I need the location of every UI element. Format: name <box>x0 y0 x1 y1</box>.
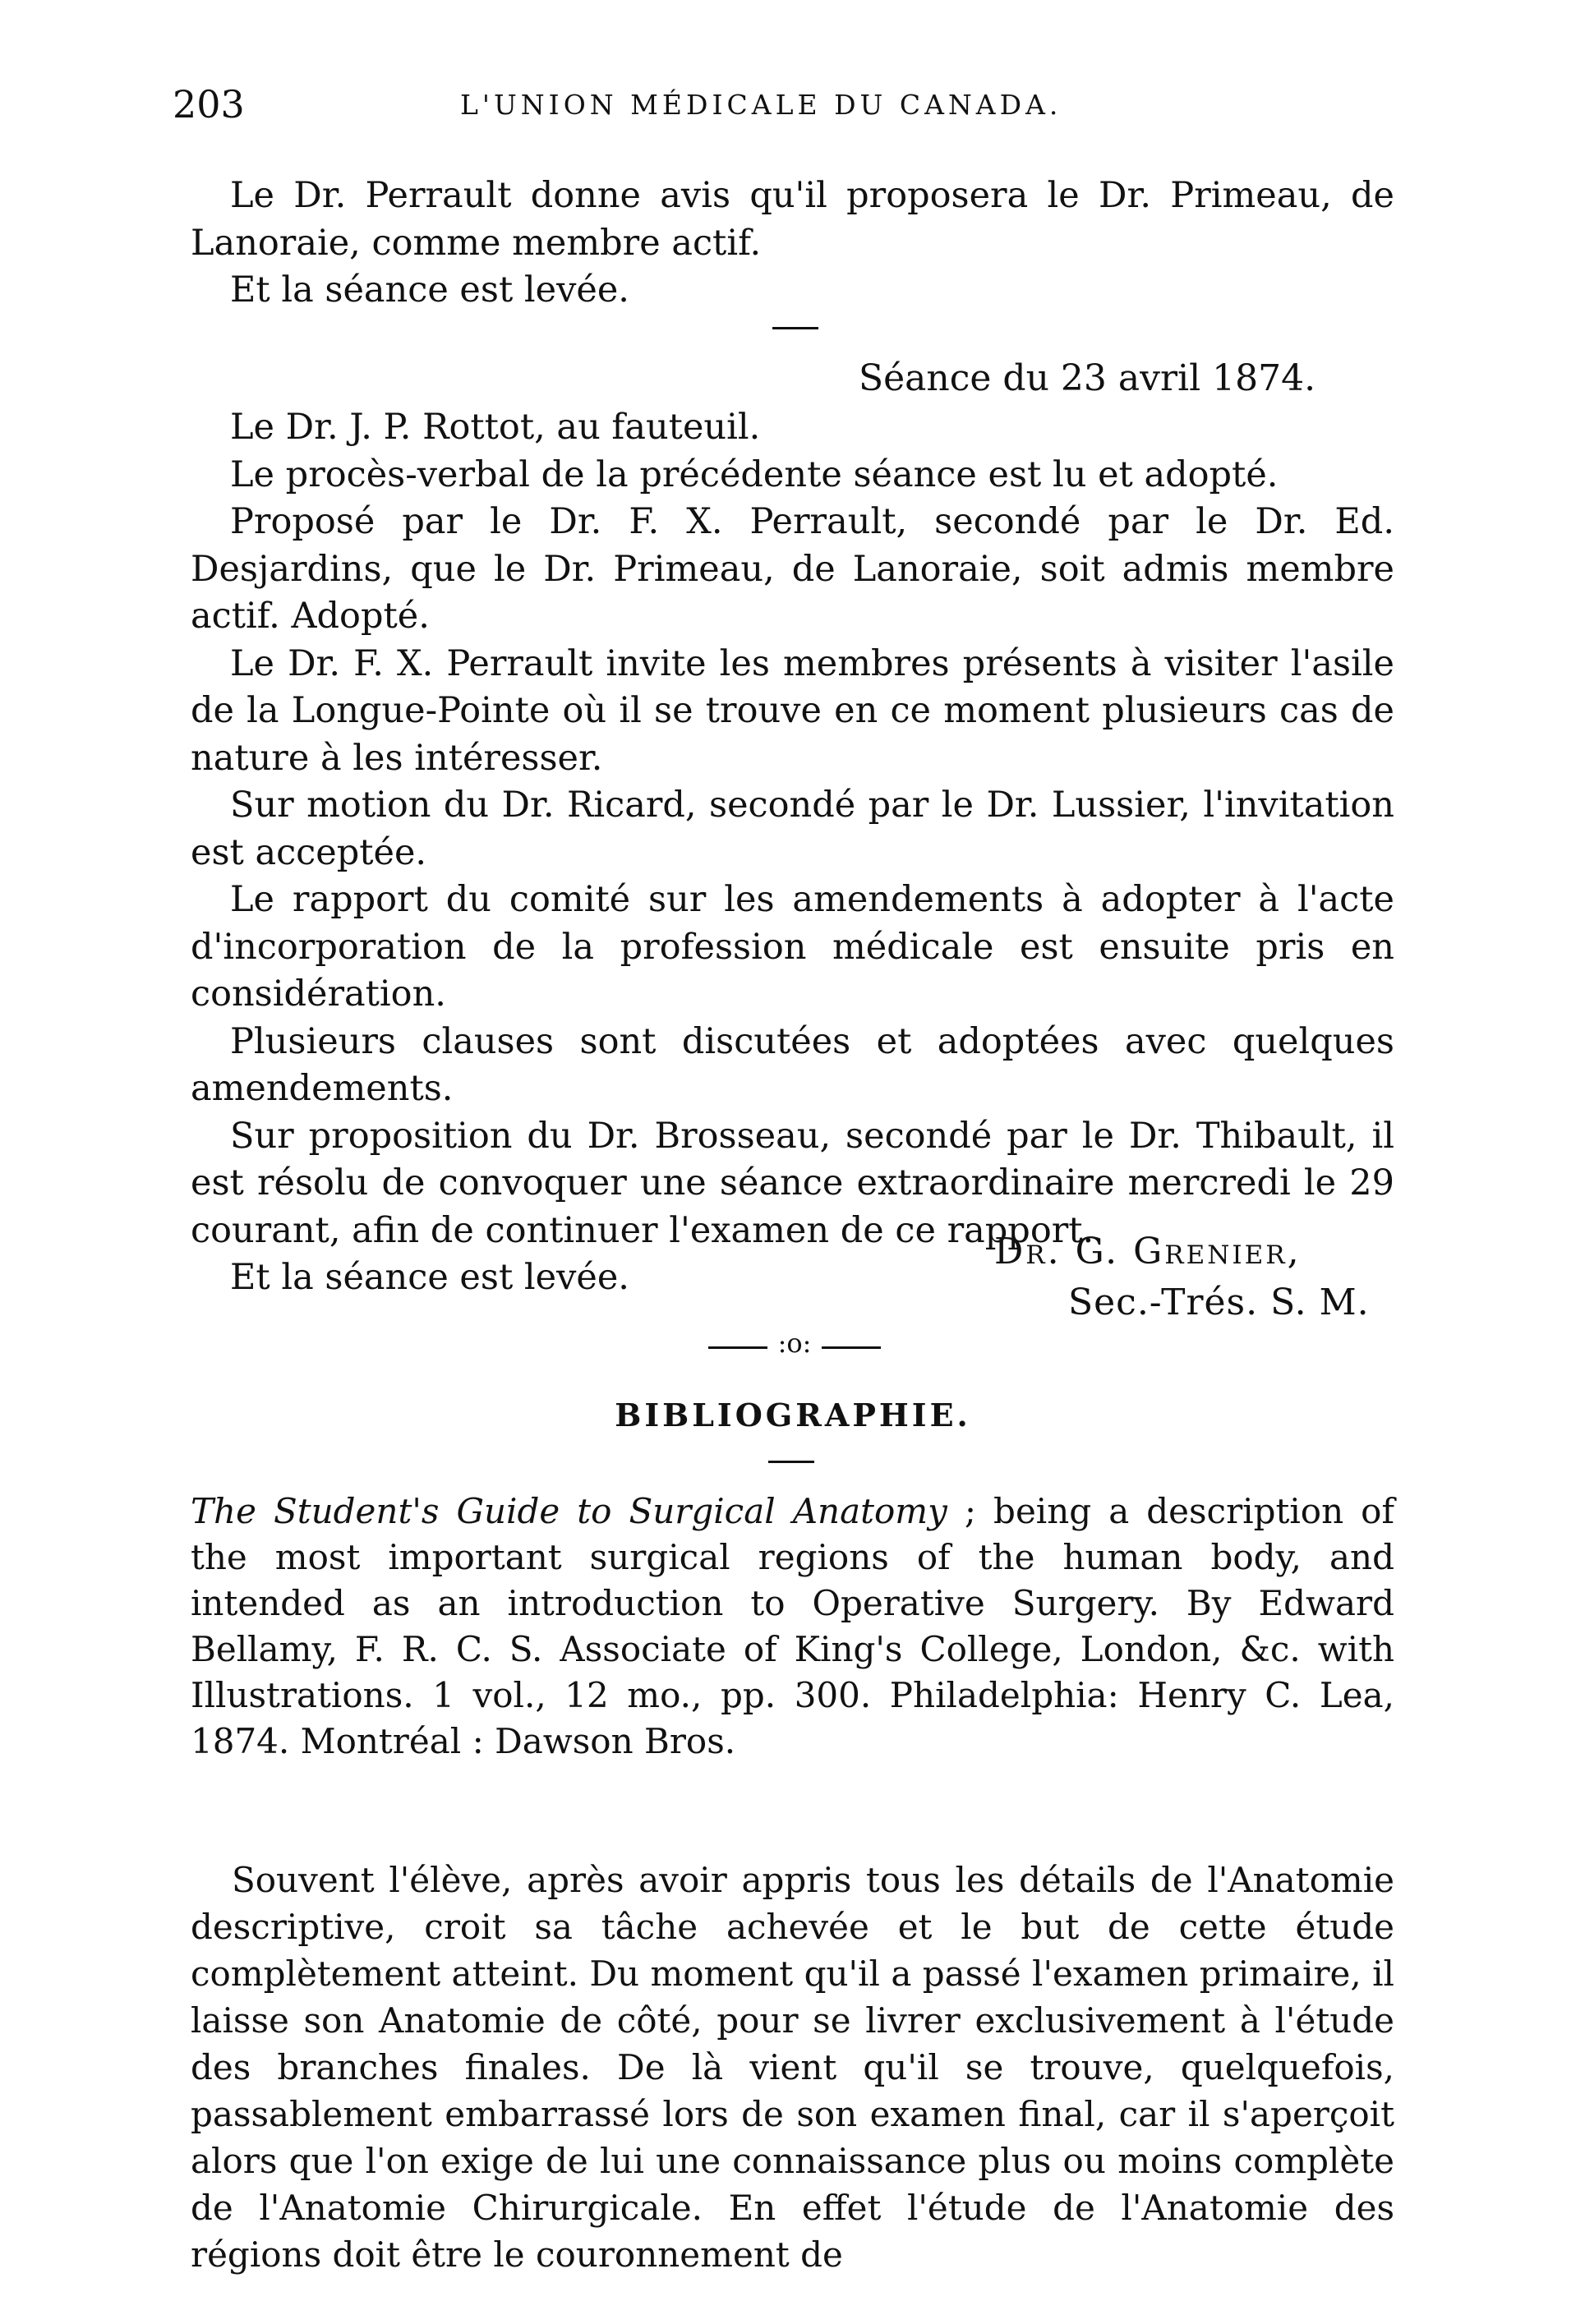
signature-name: Dr. G. Grenier, <box>994 1231 1302 1272</box>
review-paragraph: Souvent l'élève, après avoir appris tous les détails de l'Anatomie descriptive, croit sa tâche achevée et le but de cette étude complètement atteint. Du moment qu'il a passé l'examen primaire, il laisse son Anatomie de côté, pour se livrer exclusivement à l'étude des branches finales. De là vient qu'il se trouve, quelquefois, passablement embarrassé lors de son examen final, car il s'aperçoit alors que l'on exige de lui une connaissance plus ou moins complète de l'Anatomie Chirurgicale. En effet l'étude de l'Anatomie des régions doit être le couronnement de <box>191 1860 1394 2275</box>
minutes-paragraph: Le procès-verbal de la précédente séance est lu et adopté. <box>230 453 1279 495</box>
separator-line-left <box>708 1346 767 1349</box>
minutes-paragraph: Sur proposition du Dr. Brosseau, secondé par le Dr. Thibault, il est résolu de convoquer une séance extraordinaire mercredi le 29 courant, afin de continuer l'examen de ce rapport. <box>191 1115 1394 1251</box>
minutes-paragraph: Sur motion du Dr. Ricard, secondé par le Dr. Lussier, l'invitation est acceptée. <box>191 785 1394 873</box>
meeting-date: Séance du 23 avril 1874. <box>859 357 1316 399</box>
review-text <box>191 1857 1394 2278</box>
minutes-paragraph: Le rapport du comité sur les amendements à adopter à l'acte d'incorporation de la profession médicale est ensuite pris en considération. <box>191 879 1394 1015</box>
minutes-paragraph: Et la séance est levée. <box>230 1257 629 1298</box>
meeting-minutes <box>191 404 1394 1302</box>
page-header <box>173 82 1397 131</box>
minutes-paragraph: Plusieurs clauses sont discutées et adoptées avec quelques amendements. <box>191 1020 1394 1109</box>
minutes-paragraph: Le Dr. J. P. Rottot, au fauteuil. <box>230 407 761 448</box>
section-title: BIBLIOGRAPHIE. <box>615 1397 971 1434</box>
minutes-paragraph: Le Dr. F. X. Perrault invite les membres présents à visiter l'asile de la Longue-Pointe où il se trouve en ce moment plusieurs cas de nature à les intéresser. <box>191 642 1394 779</box>
separator-line-right <box>822 1346 881 1349</box>
section-separator <box>708 1328 881 1364</box>
citation-details: ; being a description of the most important surgical regions of the human body, and intended as an introduction to Operative Surgery. By Edward Bellamy, F. R. C. S. Associate of King's College, London, &c. with Illustrations. 1 vol., 12 mo., pp. 300. Philadelphia: Henry C. Lea, 1874. Montréal : Dawson Bros. <box>191 1491 1394 1761</box>
signature-title: Sec.-Trés. S. M. <box>1068 1282 1370 1323</box>
separator-mark: :o: <box>777 1328 812 1359</box>
running-head: L'UNION MÉDICALE DU CANADA. <box>460 89 1062 121</box>
bibliography-citation <box>191 1489 1394 1765</box>
book-title: The Student's Guide to Surgical Anatomy <box>191 1491 947 1531</box>
page-number: 203 <box>173 82 245 127</box>
intro-text <box>191 173 1394 315</box>
short-rule <box>768 1461 814 1463</box>
short-rule <box>772 327 818 329</box>
intro-paragraph: Et la séance est levée. <box>230 269 629 311</box>
minutes-paragraph: Proposé par le Dr. F. X. Perrault, secondé par le Dr. Ed. Desjardins, que le Dr. Primeau, de Lanoraie, soit admis membre actif. Adopté. <box>191 501 1394 637</box>
intro-paragraph: Le Dr. Perrault donne avis qu'il proposera le Dr. Primeau, de Lanoraie, comme membre actif. <box>191 175 1394 264</box>
